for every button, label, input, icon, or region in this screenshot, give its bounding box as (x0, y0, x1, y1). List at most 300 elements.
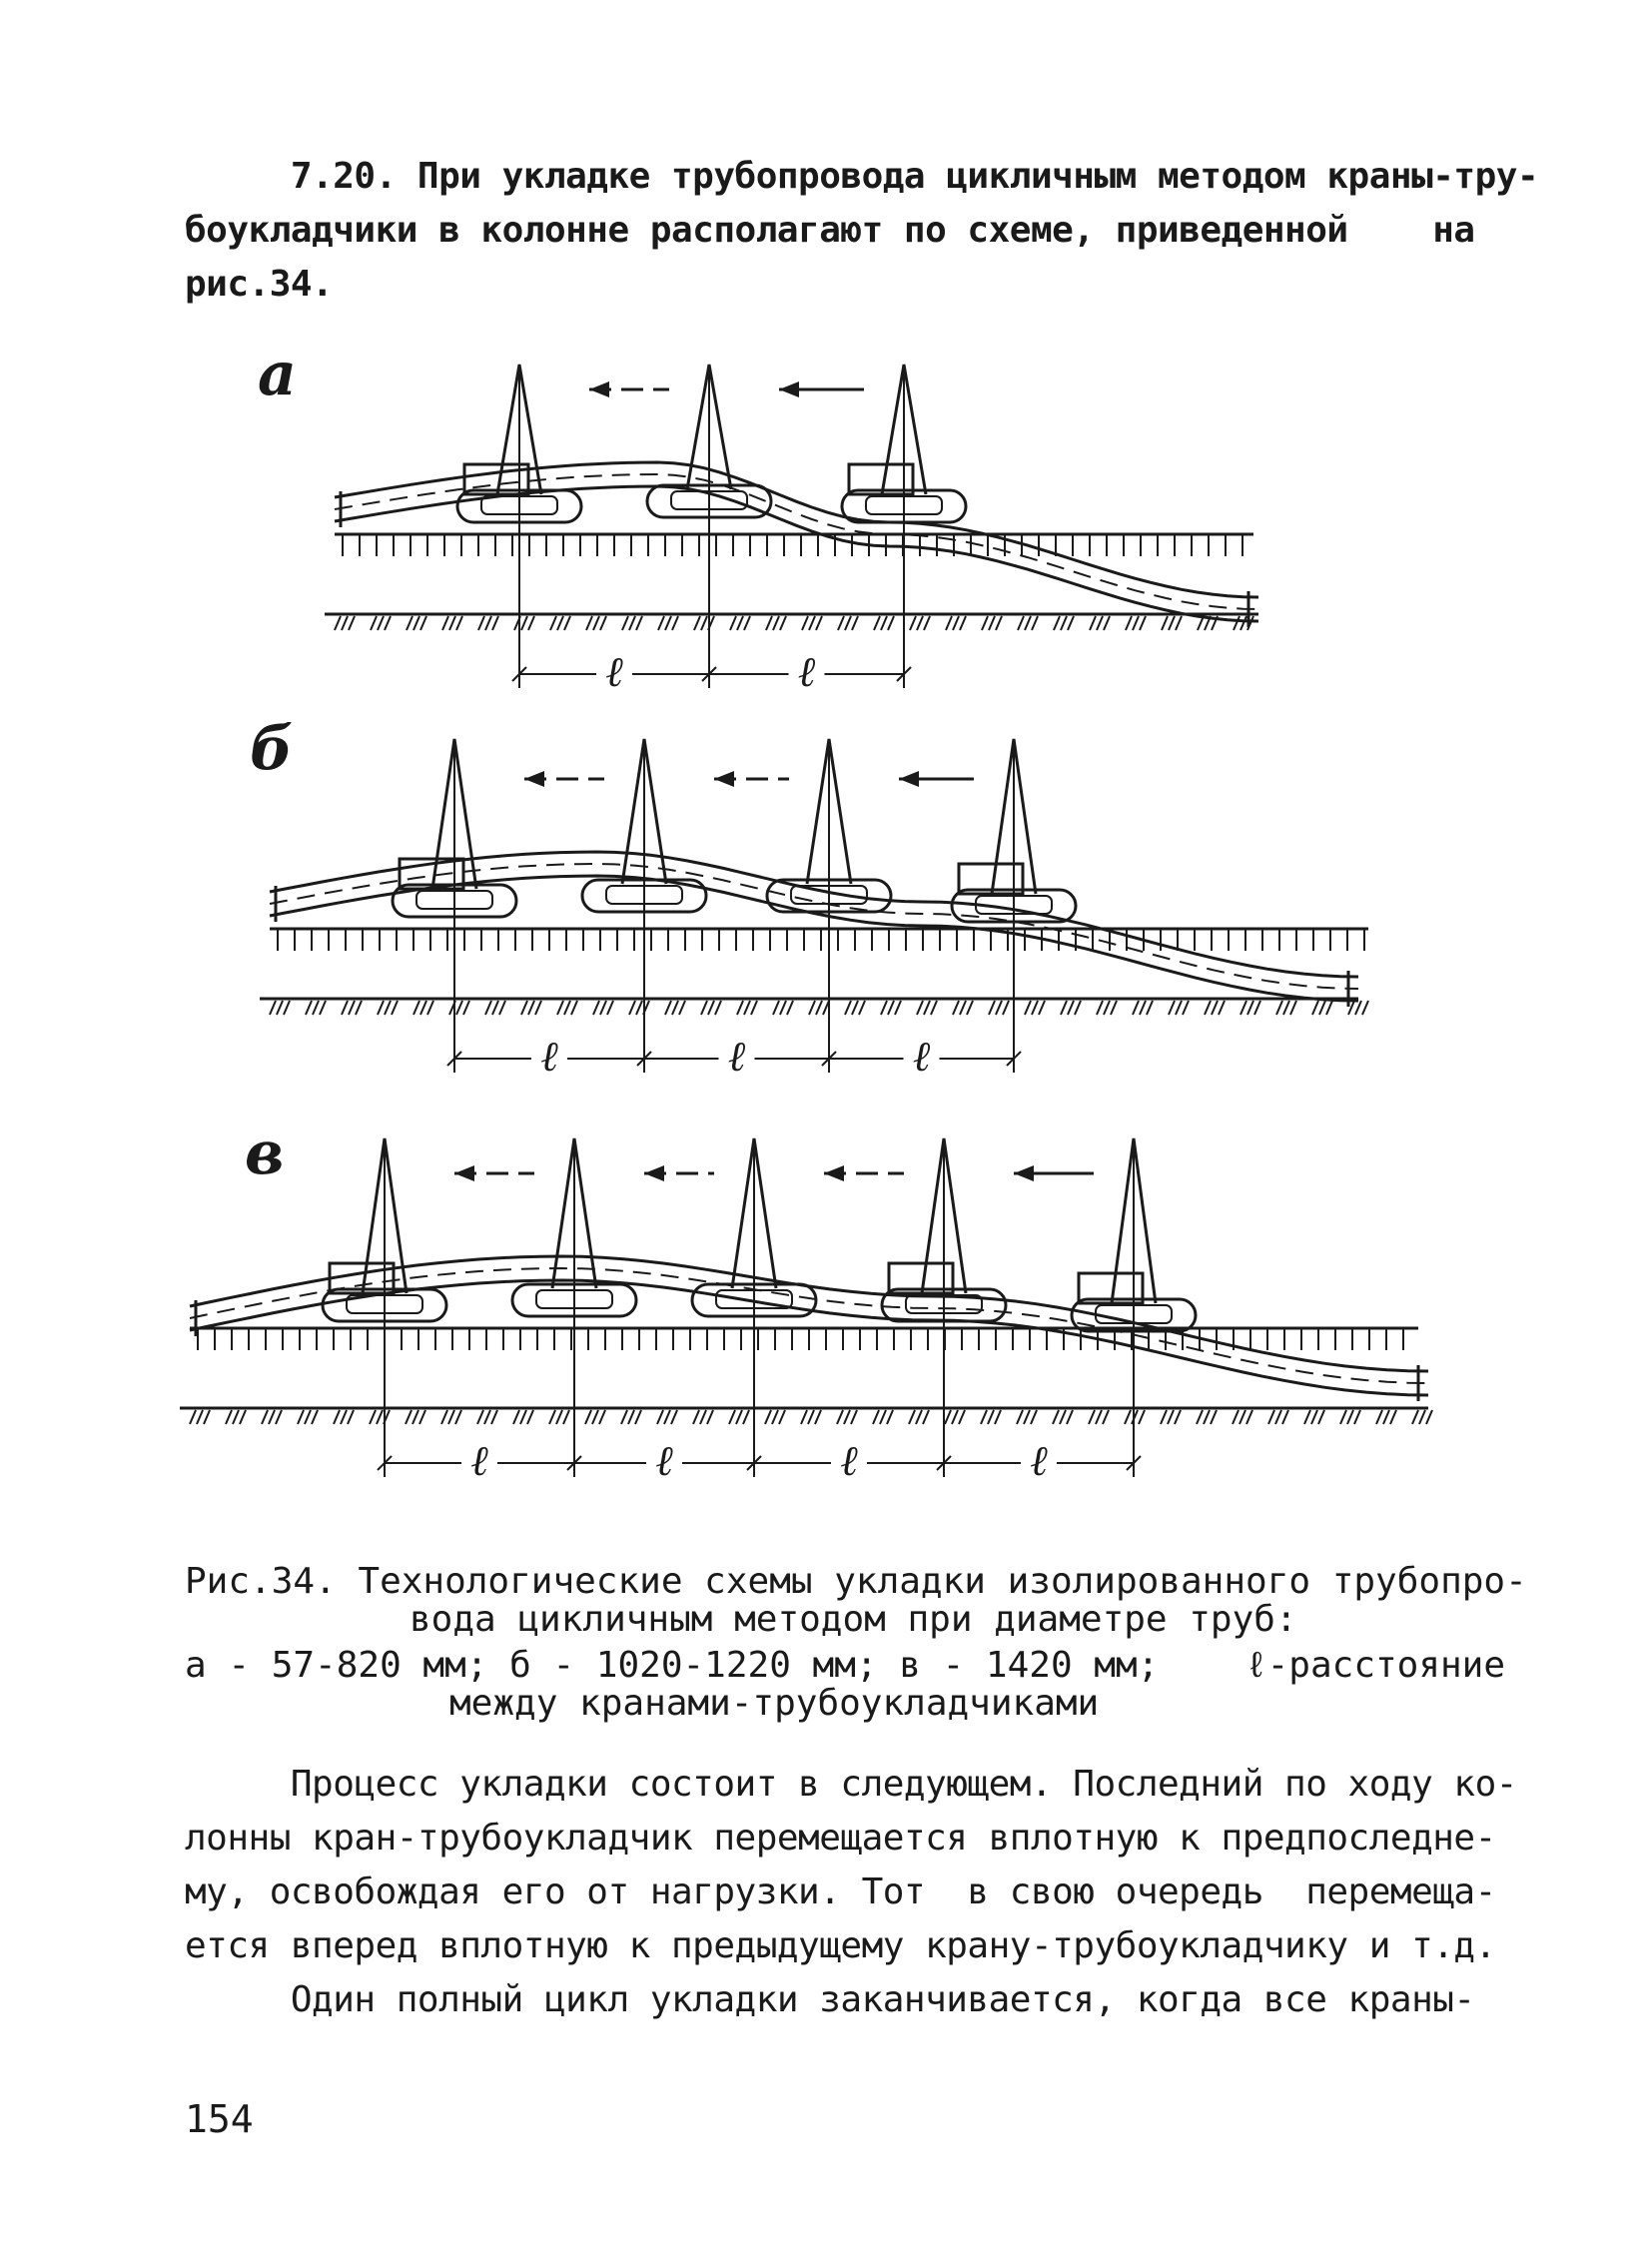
hatch-tick (766, 616, 772, 630)
hatch-tick (773, 1001, 779, 1015)
hatch-tick (816, 616, 822, 630)
hatch-tick (1090, 616, 1096, 630)
hatch-tick (779, 1410, 785, 1424)
hatch-tick (1204, 1410, 1210, 1424)
hatch-tick (342, 616, 348, 630)
hatch-tick (874, 616, 880, 630)
hatch-tick (622, 616, 628, 630)
hatch-tick (607, 1001, 613, 1015)
hatch-tick (1067, 1410, 1073, 1424)
hatch-tick (492, 1001, 498, 1015)
hatch-tick (996, 1001, 1002, 1015)
hatch-tick (989, 1001, 995, 1015)
hatch-tick (873, 1410, 879, 1424)
hatch-tick (909, 1410, 915, 1424)
body-line: ется вперед вплотную к предыдущему крану-трубоукладчику и т.д. (185, 1925, 1496, 1966)
hatch-tick (485, 616, 491, 630)
hatch-tick (665, 1001, 671, 1015)
hatch-tick (628, 1410, 634, 1424)
hatch-tick (730, 616, 736, 630)
hatch-tick (694, 616, 700, 630)
hatch-tick (190, 1410, 196, 1424)
hatch-tick (1197, 1410, 1203, 1424)
hatch-tick (1212, 1001, 1218, 1015)
hatch-tick (1383, 1410, 1389, 1424)
hatch-tick (406, 1410, 412, 1424)
hatch-tick (1097, 616, 1103, 630)
hatch-tick (1103, 1410, 1109, 1424)
hatch-tick (1053, 1410, 1059, 1424)
hatch-tick (665, 616, 671, 630)
hatch-tick (528, 616, 534, 630)
hatch-tick (916, 1410, 922, 1424)
hatch-tick (1060, 1410, 1066, 1424)
hatch-tick (485, 1001, 491, 1015)
hatch-tick (456, 1001, 462, 1015)
hatch-tick (492, 616, 498, 630)
hatch-tick (1111, 1001, 1117, 1015)
hatch-tick (413, 616, 419, 630)
hatch-tick (1318, 1410, 1324, 1424)
hatch-tick (1240, 616, 1246, 630)
hatch-tick (1168, 1410, 1174, 1424)
hatch-tick (1061, 616, 1067, 630)
movement-arrow-head (644, 1165, 664, 1181)
hatch-tick (737, 616, 743, 630)
hatch-tick (880, 1410, 886, 1424)
hatch-tick (385, 1001, 391, 1015)
hatch-tick (707, 1410, 713, 1424)
caption-line: вода цикличным методом при диаметре труб: (410, 1599, 1297, 1640)
spacing-label: ℓ (655, 1436, 673, 1485)
hatch-tick (600, 1001, 606, 1015)
hatch-tick (960, 616, 966, 630)
hatch-tick (808, 1410, 814, 1424)
hatch-tick (809, 616, 815, 630)
hatch-tick (441, 1410, 447, 1424)
hatch-tick (895, 1001, 901, 1015)
hatch-tick (535, 1001, 541, 1015)
hatch-tick (1031, 1410, 1037, 1424)
hatch-tick (298, 1410, 304, 1424)
scheme-drawing (0, 709, 1652, 1089)
hatch-tick (1133, 616, 1139, 630)
hatch-tick (349, 616, 355, 630)
hatch-tick (917, 616, 923, 630)
hatch-tick (851, 1410, 857, 1424)
hatch-tick (1133, 1001, 1139, 1015)
hatch-tick (960, 1001, 966, 1015)
hatch-tick (456, 616, 462, 630)
hatch-tick (844, 1410, 850, 1424)
hatch-tick (269, 1410, 275, 1424)
hatch-tick (953, 616, 959, 630)
hatch-tick (621, 1410, 627, 1424)
hatch-tick (521, 616, 527, 630)
hatch-tick (967, 1001, 973, 1015)
hatch-tick (313, 1001, 319, 1015)
intro-paragraph (185, 150, 1539, 312)
hatch-tick (744, 616, 750, 630)
hatch-tick (959, 1410, 965, 1424)
hatch-tick (1419, 1410, 1425, 1424)
hatch-tick (1311, 1410, 1317, 1424)
caption-line: а - 57-820 мм; б - 1020-1220 мм; в - 1420 мм; ℓ-расстояние (185, 1645, 1506, 1686)
hatch-tick (335, 616, 341, 630)
panel-label: б (250, 714, 294, 784)
hatch-tick (801, 1410, 807, 1424)
hatch-tick (1283, 1001, 1289, 1015)
hatch-tick (1246, 1410, 1252, 1424)
hatch-tick (1362, 1001, 1368, 1015)
hatch-tick (715, 1001, 721, 1015)
spacing-label: ℓ (912, 1032, 931, 1081)
hatch-tick (349, 1001, 355, 1015)
hatch-tick (924, 1001, 930, 1015)
hatch-tick (413, 1410, 418, 1424)
hatch-tick (1304, 1410, 1310, 1424)
hatch-tick (845, 616, 851, 630)
hatch-tick (679, 1001, 685, 1015)
hatch-tick (1390, 1410, 1396, 1424)
hatch-tick (1290, 1001, 1296, 1015)
hatch-tick (636, 616, 642, 630)
hatch-tick (1068, 616, 1074, 630)
hatch-tick (233, 1410, 239, 1424)
hatch-tick (1275, 1410, 1281, 1424)
hatch-tick (917, 1001, 923, 1015)
hatch-tick (1126, 616, 1132, 630)
hatch-tick (1276, 1001, 1282, 1015)
hatch-tick (946, 616, 952, 630)
hatch-tick (701, 1001, 707, 1015)
panel-label: в (245, 1119, 285, 1188)
hatch-tick (931, 1001, 937, 1015)
hatch-tick (859, 1001, 865, 1015)
hatch-tick (377, 1410, 383, 1424)
hatch-tick (881, 1001, 887, 1015)
hatch-tick (556, 1410, 562, 1424)
hatch-tick (923, 1410, 929, 1424)
hatch-tick (988, 1410, 994, 1424)
hatch-tick (385, 616, 391, 630)
hatch-tick (772, 1410, 778, 1424)
hatch-tick (563, 1410, 569, 1424)
panel-label: а (258, 340, 297, 409)
hatch-tick (1140, 1001, 1146, 1015)
hatch-tick (420, 616, 426, 630)
spacing-label: ℓ (1030, 1436, 1048, 1485)
hatch-tick (887, 1410, 893, 1424)
hatch-tick (600, 616, 606, 630)
hatch-tick (671, 1410, 677, 1424)
hatch-tick (780, 1001, 786, 1015)
hatch-tick (528, 1001, 534, 1015)
hatch-tick (571, 1001, 577, 1015)
spacing-label: ℓ (470, 1436, 488, 1485)
hatch-tick (334, 1410, 340, 1424)
hatch-tick (442, 616, 448, 630)
hatch-tick (320, 1001, 326, 1015)
hatch-tick (701, 616, 707, 630)
hatch-tick (672, 1001, 678, 1015)
hatch-tick (1376, 1410, 1382, 1424)
hatch-tick (520, 1410, 526, 1424)
hatch-tick (1024, 1410, 1030, 1424)
hatch-tick (370, 1410, 376, 1424)
hatch-tick (1340, 1410, 1346, 1424)
hatch-tick (356, 1001, 362, 1015)
hatch-tick (1125, 1410, 1131, 1424)
hatch-tick (816, 1001, 822, 1015)
hatch-tick (815, 1410, 821, 1424)
hatch-tick (751, 1001, 757, 1015)
hatch-tick (521, 1001, 527, 1015)
hatch-tick (657, 1410, 663, 1424)
hatch-tick (1018, 616, 1024, 630)
hatch-tick (270, 1001, 276, 1015)
hatch-tick (1162, 616, 1168, 630)
hatch-tick (306, 1001, 312, 1015)
hatch-tick (1326, 1001, 1332, 1015)
hatch-tick (1054, 616, 1060, 630)
hatch-tick (448, 1410, 454, 1424)
hatch-tick (262, 1410, 268, 1424)
hatch-tick (550, 616, 556, 630)
hatch-tick (1176, 616, 1182, 630)
hatch-tick (277, 1001, 283, 1015)
hatch-tick (477, 1410, 483, 1424)
hatch-tick (284, 1001, 290, 1015)
hatch-tick (910, 616, 916, 630)
hatch-tick (773, 616, 779, 630)
hatch-tick (1319, 1001, 1325, 1015)
spacing-label: ℓ (797, 647, 816, 696)
body-line: Один полный цикл укладки заканчивается, когда все краны- (185, 1979, 1475, 2020)
pipeline-edge (335, 486, 1258, 621)
hatch-tick (982, 616, 988, 630)
hatch-tick (888, 1001, 894, 1015)
hatch-tick (1061, 1001, 1067, 1015)
hatch-tick (765, 1410, 771, 1424)
hatch-tick (729, 1410, 735, 1424)
hatch-tick (664, 1410, 670, 1424)
hatch-tick (924, 616, 930, 630)
hatch-tick (945, 1410, 951, 1424)
hatch-tick (838, 616, 844, 630)
hatch-tick (392, 1001, 398, 1015)
hatch-tick (780, 616, 786, 630)
hatch-tick (513, 1410, 519, 1424)
hatch-tick (348, 1410, 354, 1424)
hatch-tick (1426, 1410, 1432, 1424)
hatch-tick (743, 1410, 749, 1424)
hatch-tick (636, 1001, 642, 1015)
hatch-tick (586, 616, 592, 630)
hatch-tick (981, 1410, 987, 1424)
hatch-tick (1233, 1410, 1239, 1424)
hatch-tick (1017, 1410, 1023, 1424)
body-line: Процесс укладки состоит в следующем. Последний по ходу ко- (185, 1764, 1517, 1805)
hatch-tick (1412, 1410, 1418, 1424)
hatch-tick (700, 1410, 706, 1424)
hatch-tick (1096, 1410, 1102, 1424)
hatch-tick (1219, 1001, 1225, 1015)
hatch-tick (736, 1410, 742, 1424)
hatch-tick (1354, 1410, 1360, 1424)
hatch-tick (952, 1410, 958, 1424)
hatch-tick (1183, 1001, 1189, 1015)
hatch-tick (635, 1410, 641, 1424)
movement-arrow-head (1014, 1165, 1034, 1181)
spacing-label: ℓ (540, 1032, 558, 1081)
hatch-tick (478, 616, 484, 630)
hatch-tick (1176, 1001, 1182, 1015)
hatch-tick (1205, 1001, 1211, 1015)
hatch-tick (1239, 1410, 1245, 1424)
hatch-tick (708, 1001, 714, 1015)
movement-arrow-head (824, 1165, 844, 1181)
hatch-tick (802, 616, 808, 630)
movement-arrow-head (454, 1165, 474, 1181)
hatch-tick (737, 1001, 743, 1015)
hatch-tick (427, 1001, 433, 1015)
hatch-tick (204, 1410, 210, 1424)
hatch-tick (672, 616, 678, 630)
hatch-tick (1312, 1001, 1318, 1015)
hatch-tick (549, 1410, 555, 1424)
intro-line: боукладчики в колонне располагают по схеме, приведенной на (185, 210, 1475, 251)
movement-arrow-head (589, 381, 609, 397)
hatch-tick (1104, 616, 1110, 630)
hatch-tick (1039, 1001, 1045, 1015)
hatch-tick (378, 1001, 384, 1015)
hatch-tick (557, 1001, 563, 1015)
hatch-tick (1147, 1001, 1153, 1015)
hatch-tick (593, 1001, 599, 1015)
hatch-tick (484, 1410, 490, 1424)
hatch-tick (599, 1410, 605, 1424)
hatch-tick (420, 1001, 426, 1015)
hatch-tick (1032, 1001, 1038, 1015)
scheme-drawing (0, 340, 1652, 699)
hatch-tick (564, 1001, 570, 1015)
hatch-tick (1139, 1410, 1145, 1424)
hatch-tick (419, 1410, 425, 1424)
hatch-tick (1104, 1001, 1110, 1015)
hatch-tick (585, 1410, 591, 1424)
hatch-tick (852, 1001, 858, 1015)
hatch-tick (592, 1410, 598, 1424)
hatch-tick (1089, 1410, 1095, 1424)
hatch-tick (312, 1410, 318, 1424)
spacing-label: ℓ (605, 647, 623, 696)
movement-arrow-head (714, 771, 734, 787)
hatch-tick (197, 1410, 203, 1424)
hatch-tick (1140, 616, 1146, 630)
hatch-tick (378, 616, 384, 630)
hatch-tick (1169, 1001, 1175, 1015)
hatch-tick (787, 1001, 793, 1015)
movement-arrow-head (779, 381, 799, 397)
hatch-tick (491, 1410, 497, 1424)
hatch-tick (1355, 1001, 1361, 1015)
hatch-tick (371, 616, 377, 630)
hatch-tick (989, 616, 995, 630)
hatch-tick (837, 1410, 843, 1424)
spacing-label: ℓ (840, 1436, 858, 1485)
hatch-tick (407, 616, 413, 630)
hatch-tick (276, 1410, 282, 1424)
hatch-tick (1175, 1410, 1181, 1424)
hatch-tick (499, 1001, 505, 1015)
body-line: му, освобождая его от нагрузки. Тот в свою очередь перемеща- (185, 1871, 1496, 1912)
hatch-tick (995, 1410, 1001, 1424)
hatch-tick (564, 616, 570, 630)
hatch-tick (1075, 1001, 1081, 1015)
figure-caption (185, 1561, 1527, 1724)
hatch-tick (455, 1410, 461, 1424)
hatch-tick (341, 1410, 347, 1424)
hatch-tick (1247, 1001, 1253, 1015)
hatch-tick (226, 1410, 232, 1424)
hatch-tick (1240, 1001, 1246, 1015)
body-paragraph (185, 1758, 1517, 2027)
figure-panel-a (0, 340, 1652, 699)
hatch-tick (693, 1410, 699, 1424)
hatch-tick (413, 1001, 419, 1015)
hatch-tick (1025, 616, 1031, 630)
hatch-tick (629, 616, 635, 630)
movement-arrow-head (524, 771, 544, 787)
hatch-tick (809, 1001, 815, 1015)
hatch-tick (1003, 1001, 1009, 1015)
hatch-tick (527, 1410, 533, 1424)
hatch-tick (888, 616, 894, 630)
hatch-tick (1347, 1410, 1353, 1424)
hatch-tick (342, 1001, 348, 1015)
hatch-tick (1211, 1410, 1217, 1424)
hatch-tick (1032, 616, 1038, 630)
intro-line: рис.34. (185, 264, 334, 305)
spacing-label: ℓ (727, 1032, 746, 1081)
hatch-tick (658, 616, 664, 630)
caption-line: Рис.34. Технологические схемы укладки изолированного трубопро- (185, 1561, 1527, 1602)
hatch-tick (449, 616, 455, 630)
hatch-tick (1234, 616, 1239, 630)
pipeline-edge (335, 462, 1258, 597)
hatch-tick (305, 1410, 311, 1424)
hatch-tick (852, 616, 858, 630)
page-number: 154 (185, 2097, 254, 2141)
hatch-tick (953, 1001, 959, 1015)
hatch-tick (240, 1410, 246, 1424)
hatch-tick (881, 616, 887, 630)
hatch-tick (629, 1001, 635, 1015)
hatch-tick (1254, 1001, 1260, 1015)
movement-arrow-head (899, 771, 919, 787)
hatch-tick (1268, 1410, 1274, 1424)
hatch-tick (1161, 1410, 1167, 1424)
hatch-tick (996, 616, 1002, 630)
figure-panel-b (0, 709, 1652, 1089)
hatch-tick (744, 1001, 750, 1015)
figure-panel-c (0, 1109, 1652, 1508)
caption-line: между кранами-трубоукладчиками (449, 1683, 1100, 1724)
hatch-tick (1097, 1001, 1103, 1015)
hatch-tick (557, 616, 563, 630)
intro-line: 7.20. При укладке трубопровода цикличным методом краны-тру- (185, 156, 1539, 197)
